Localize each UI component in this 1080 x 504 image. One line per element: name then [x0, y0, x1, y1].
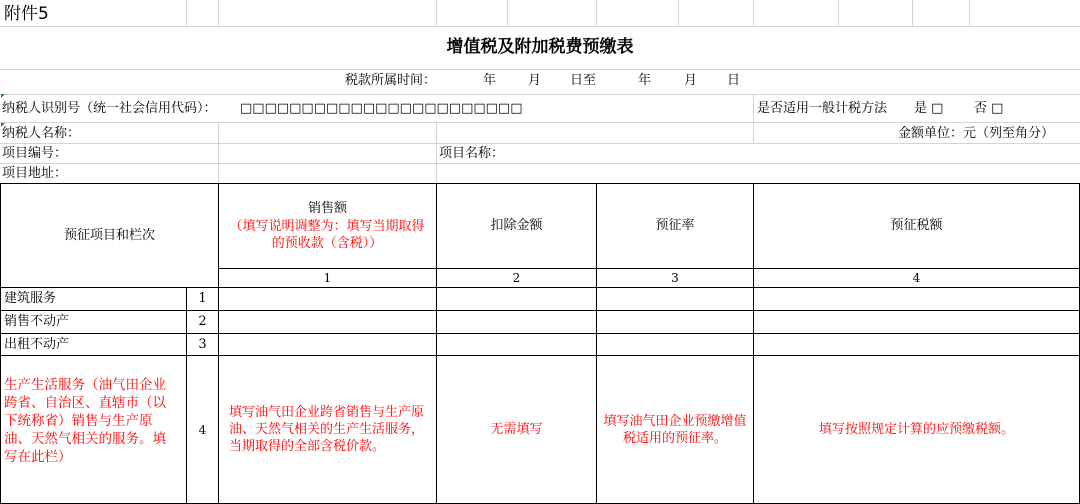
- period-start-month: 月: [528, 73, 542, 88]
- row-production-services-num: 4: [198, 422, 207, 437]
- header-items: 预征项目和栏次: [63, 227, 155, 243]
- header-col1-note: （填写说明调整为：填写当期取得的预收款（含税））: [229, 219, 425, 251]
- period-start-day: 日至: [570, 73, 597, 88]
- col-number-2: 2: [512, 271, 521, 285]
- row-lease-realestate-num: 3: [198, 336, 207, 352]
- row-construction-num: 1: [198, 291, 207, 306]
- general-method-no[interactable]: 否 □: [974, 101, 1004, 116]
- period-end-day: 日: [727, 73, 741, 88]
- row4-col3-note: 填写油气田企业预缴增值税适用的预征率。: [603, 414, 747, 446]
- header-col4: 预征税额: [890, 218, 943, 233]
- amount-unit: 金额单位：元（列至角分）: [898, 126, 1055, 141]
- general-method-yes[interactable]: 是 □: [914, 101, 944, 116]
- col-number-1: 1: [323, 271, 332, 285]
- header-col1-title: 销售额: [307, 201, 347, 216]
- row4-col2-note: 无需填写: [490, 421, 543, 437]
- form-title: 增值税及附加税费预缴表: [446, 37, 634, 57]
- row4-col1-note: 填写油气田企业跨省销售与生产原油、天然气相关的生产生活服务，当期取得的全部含税价款。: [229, 405, 425, 454]
- taxpayer-id-boxes[interactable]: □□□□□□□□□□□□□□□□□□□□□□□: [240, 101, 523, 116]
- col-number-4: 4: [912, 271, 921, 285]
- header-col3: 预征率: [655, 218, 695, 233]
- row-construction-name: 建筑服务: [4, 291, 57, 306]
- project-number-label: 项目编号：: [2, 146, 68, 161]
- annex-label: 附件5: [4, 4, 49, 24]
- row-sale-realestate-num: 2: [198, 314, 207, 329]
- project-name-label: 项目名称：: [439, 146, 505, 161]
- row-lease-realestate-name: 出租不动产: [4, 336, 70, 352]
- general-method-label: 是否适用一般计税方法: [757, 101, 888, 116]
- row4-col4-note: 填写按照规定计算的应预缴税额。: [818, 421, 1014, 437]
- period-end-month: 月: [684, 73, 698, 88]
- taxpayer-id-label: 纳税人识别号（统一社会信用代码）：: [2, 101, 217, 116]
- period-start-year: 年: [483, 73, 497, 88]
- col-number-3: 3: [671, 271, 679, 285]
- row-sale-realestate-name: 销售不动产: [4, 314, 70, 329]
- project-address-label: 项目地址：: [2, 166, 68, 181]
- period-label: 税款所属时间：: [345, 73, 437, 88]
- taxpayer-name-label: 纳税人名称：: [2, 126, 81, 141]
- header-col2: 扣除金额: [490, 218, 543, 233]
- period-end-year: 年: [638, 73, 652, 88]
- row-production-services-name: 生产生活服务（油气田企业跨省、自治区、直辖市（以下统称省）销售与生产原油、天然气相关的服务。填写在此栏）: [4, 377, 166, 465]
